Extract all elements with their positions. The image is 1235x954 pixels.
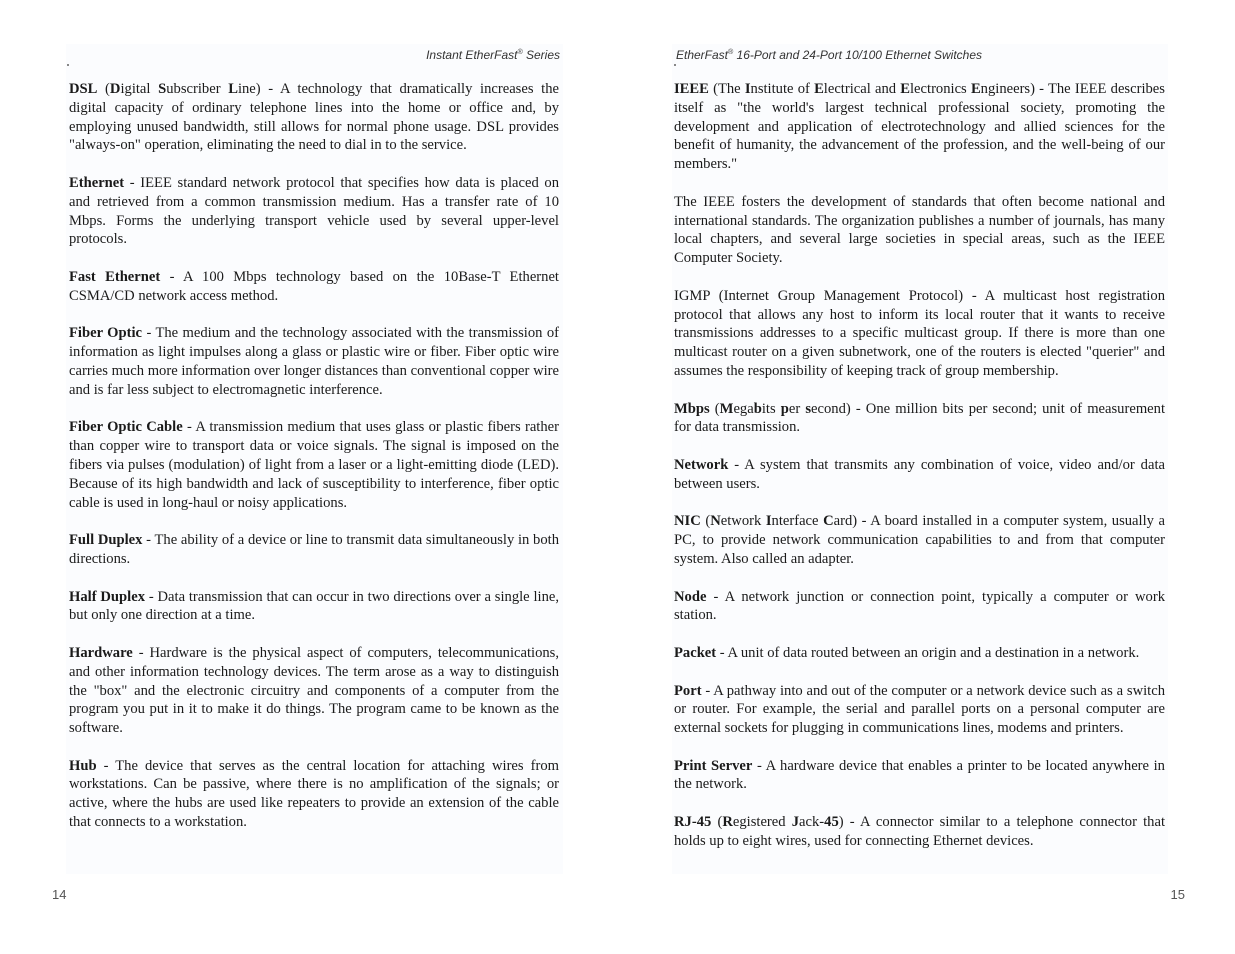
glossary-entry: [674, 644, 1165, 663]
entry-term: Hub: [69, 757, 97, 774]
entry-term: Half Duplex: [69, 588, 145, 605]
entry-term: L: [228, 81, 238, 97]
entry-term: D: [109, 81, 121, 97]
glossary-entry: [674, 193, 1165, 268]
entry-text: (: [711, 814, 723, 831]
glossary-entry: [69, 588, 559, 626]
registered-mark: ®: [728, 49, 734, 56]
entry-text: ega: [733, 400, 754, 417]
entry-term: N: [710, 513, 721, 530]
entry-text: (The: [708, 81, 745, 97]
entry-term: S: [158, 81, 167, 97]
glossary-entry: [674, 588, 1165, 626]
entry-term: Port: [674, 682, 702, 699]
left-page: [0, 0, 617, 954]
entry-term: Full Duplex: [69, 532, 143, 549]
entry-text: (: [97, 81, 110, 97]
glossary-entry: [69, 80, 559, 155]
entry-text: - IEEE standard network protocol that specifies how data is placed on and retrieved from a common transmission medium. Has a transfer rate of 10 Mbps. Forms the underlying transport vehicle used by several upper-level protocols.: [69, 174, 559, 248]
page-number: 14: [52, 887, 67, 902]
entry-term: Packet: [674, 644, 717, 661]
registered-mark: ®: [517, 49, 523, 56]
entry-text: The IEEE fosters the development of standards that often become national and international standards. The organization publishes a number of journals, has many local chapters, and several large societies in special areas, such as the IEEE Computer Society.: [674, 193, 1165, 267]
entry-text: IGMP (Internet Group Management Protocol) - A multicast host registration protocol that allows any host to inform its local router that it wants to receive transmissions addresses to a specific multicast group. If there is more than one multicast router on a given subnetwork, one of the routers is elected "querier" and assumes the responsibility of keeping track of group membership.: [674, 287, 1165, 379]
entry-text: ack-: [799, 814, 825, 831]
entry-text: - The medium and the technology associated with the transmission of information as light impulses along a glass or plastic wire or fiber. Fiber optic wire carries much more information over longer distances than conventional copper wire and is far less subject to electromagnetic interference.: [69, 325, 559, 398]
header-title: EtherFast: [676, 48, 729, 62]
glossary-entry: [674, 80, 1165, 174]
glossary-entry: [69, 757, 559, 832]
glossary-entry: [69, 174, 559, 249]
entry-text: - A 100 Mbps technology based on the 10Base-T Ethernet CSMA/CD network access method.: [69, 268, 559, 304]
entry-term: Network: [674, 456, 729, 473]
entry-text: - A network junction or connection point, typically a computer or work station.: [674, 588, 1165, 624]
entry-text: - Hardware is the physical aspect of computers, telecommunications, and other information technology devices. The term arose as a way to distinguish the "box" and the electronic circuitry and components of a computer from the program you put in it to make it do things. The program came to be known as the software.: [69, 644, 559, 737]
glossary-entry: [69, 644, 559, 738]
entry-text: - The ability of a device or line to transmit data simultaneously in both directions.: [69, 532, 560, 567]
entry-term: Print Server: [674, 757, 753, 774]
entry-text: - Data transmission that can occur in two directions over a single line, but only one direction at a time.: [69, 588, 560, 624]
glossary-entries: [674, 80, 1165, 869]
glossary-entry: [674, 512, 1165, 568]
entry-text: er: [788, 400, 806, 417]
entry-term: E: [900, 81, 910, 97]
glossary-entry: [674, 456, 1165, 494]
entry-term: E: [814, 81, 824, 97]
entry-text: - The device that serves as the central location for attaching wires from workstations. Can be passive, where there is no amplification of the signals; or active, where the hubs are used like repeaters to provide an extension of the cable that connects to a workstation.: [69, 757, 559, 831]
entry-text: etwork: [720, 513, 766, 530]
glossary-entry: [674, 682, 1165, 738]
entry-term: IEEE: [674, 81, 709, 97]
entry-text: its: [761, 400, 781, 417]
entry-text: (: [700, 513, 711, 530]
right-page: [617, 0, 1235, 954]
entry-term: Fiber Optic Cable: [69, 419, 183, 436]
entry-term: C: [823, 513, 834, 530]
entry-text: - A pathway into and out of the computer or a network device such as a switch or router. For example, the serial and parallel ports on a personal computer are external sockets for plugging in communications lines, modems and printers.: [674, 682, 1165, 737]
glossary-entry: [69, 324, 559, 399]
entry-text: ngineers) - The IEEE describes itself as "the world's largest technical professional society, promoting the development and application of electrotechnology and allied sciences for the benefit of humanity, the advancement of the profession, and the well-being of our members.": [674, 81, 1165, 173]
glossary-entry: [674, 400, 1165, 438]
glossary-entries: [69, 80, 559, 851]
entry-text: ard) - A board installed in a computer system, usually a PC, to provide network communication capabilities to and from that computer system. Also called an adapter.: [674, 513, 1165, 567]
entry-text: - A system that transmits any combination of voice, video and/or data between users.: [674, 456, 1165, 492]
entry-term: I: [765, 513, 772, 530]
glossary-entry: [69, 268, 559, 306]
glossary-entry: [674, 813, 1165, 851]
glossary-entry: [69, 531, 559, 569]
entry-text: nstitute of: [750, 81, 815, 97]
entry-term: b: [753, 400, 762, 417]
entry-term: Fast Ethernet: [69, 268, 161, 285]
page-number: 15: [1170, 887, 1185, 902]
entry-text: egistered: [732, 814, 792, 831]
header-suffix: Series: [522, 48, 560, 62]
entry-term: M: [719, 400, 734, 417]
entry-term: DSL: [69, 81, 98, 97]
entry-text: ine) - A technology that dramatically increases the digital capacity of ordinary telephone lines into the home or office and, by employing unused bandwidth, still allows for normal phone usage. DSL provides "always-on" operation, eliminating the need to dial in to the service.: [69, 81, 559, 154]
entry-text: igital: [120, 81, 159, 97]
header-title: Instant EtherFast: [426, 48, 518, 62]
entry-term: Fiber Optic: [69, 325, 143, 342]
running-header: [676, 48, 982, 62]
entry-text: lectrical and: [823, 81, 901, 97]
entry-term: s: [805, 400, 812, 417]
entry-term: Node: [674, 588, 707, 605]
margin-dot: [67, 64, 69, 66]
entry-term: p: [780, 400, 789, 417]
glossary-entry: [674, 287, 1165, 381]
entry-text: ubscriber: [166, 81, 229, 97]
entry-text: econd) - One million bits per second; unit of measurement for data transmission.: [674, 400, 1166, 436]
glossary-entry: [69, 418, 559, 512]
entry-text: - A hardware device that enables a printer to be located anywhere in the network.: [674, 757, 1165, 793]
margin-dot: [674, 64, 676, 66]
entry-term: Mbps: [674, 400, 710, 417]
entry-term: E: [970, 81, 981, 97]
header-suffix: 16-Port and 24-Port 10/100 Ethernet Switches: [733, 48, 983, 62]
entry-term: RJ-45: [674, 814, 712, 831]
entry-text: (: [709, 400, 720, 417]
entry-text: ) - A connector similar to a telephone connector that holds up to eight wires, used for connecting Ethernet devices.: [674, 814, 1166, 849]
entry-text: - A transmission medium that uses glass or plastic fibers rather than copper wire to transport data or voice signals. The signal is imposed on the fibers via pulses (modulation) of light from a laser or a light-emitting diode (LED). Because of its high bandwidth and lack of susceptibility to interference, fiber optic cable is used in long-haul or noisy applications.: [69, 419, 559, 511]
entry-term: R: [722, 814, 733, 831]
entry-text: - A unit of data routed between an origin and a destination in a network.: [716, 644, 1140, 661]
entry-text: lectronics: [910, 81, 971, 97]
entry-term: Hardware: [69, 644, 133, 661]
entry-term: J: [791, 814, 800, 831]
entry-text: nterface: [771, 513, 824, 530]
running-header: [426, 48, 560, 62]
entry-term: NIC: [674, 513, 701, 530]
glossary-entry: [674, 757, 1165, 795]
entry-term: Ethernet: [69, 174, 125, 191]
entry-term: 45: [824, 814, 839, 831]
entry-term: I: [744, 81, 751, 97]
